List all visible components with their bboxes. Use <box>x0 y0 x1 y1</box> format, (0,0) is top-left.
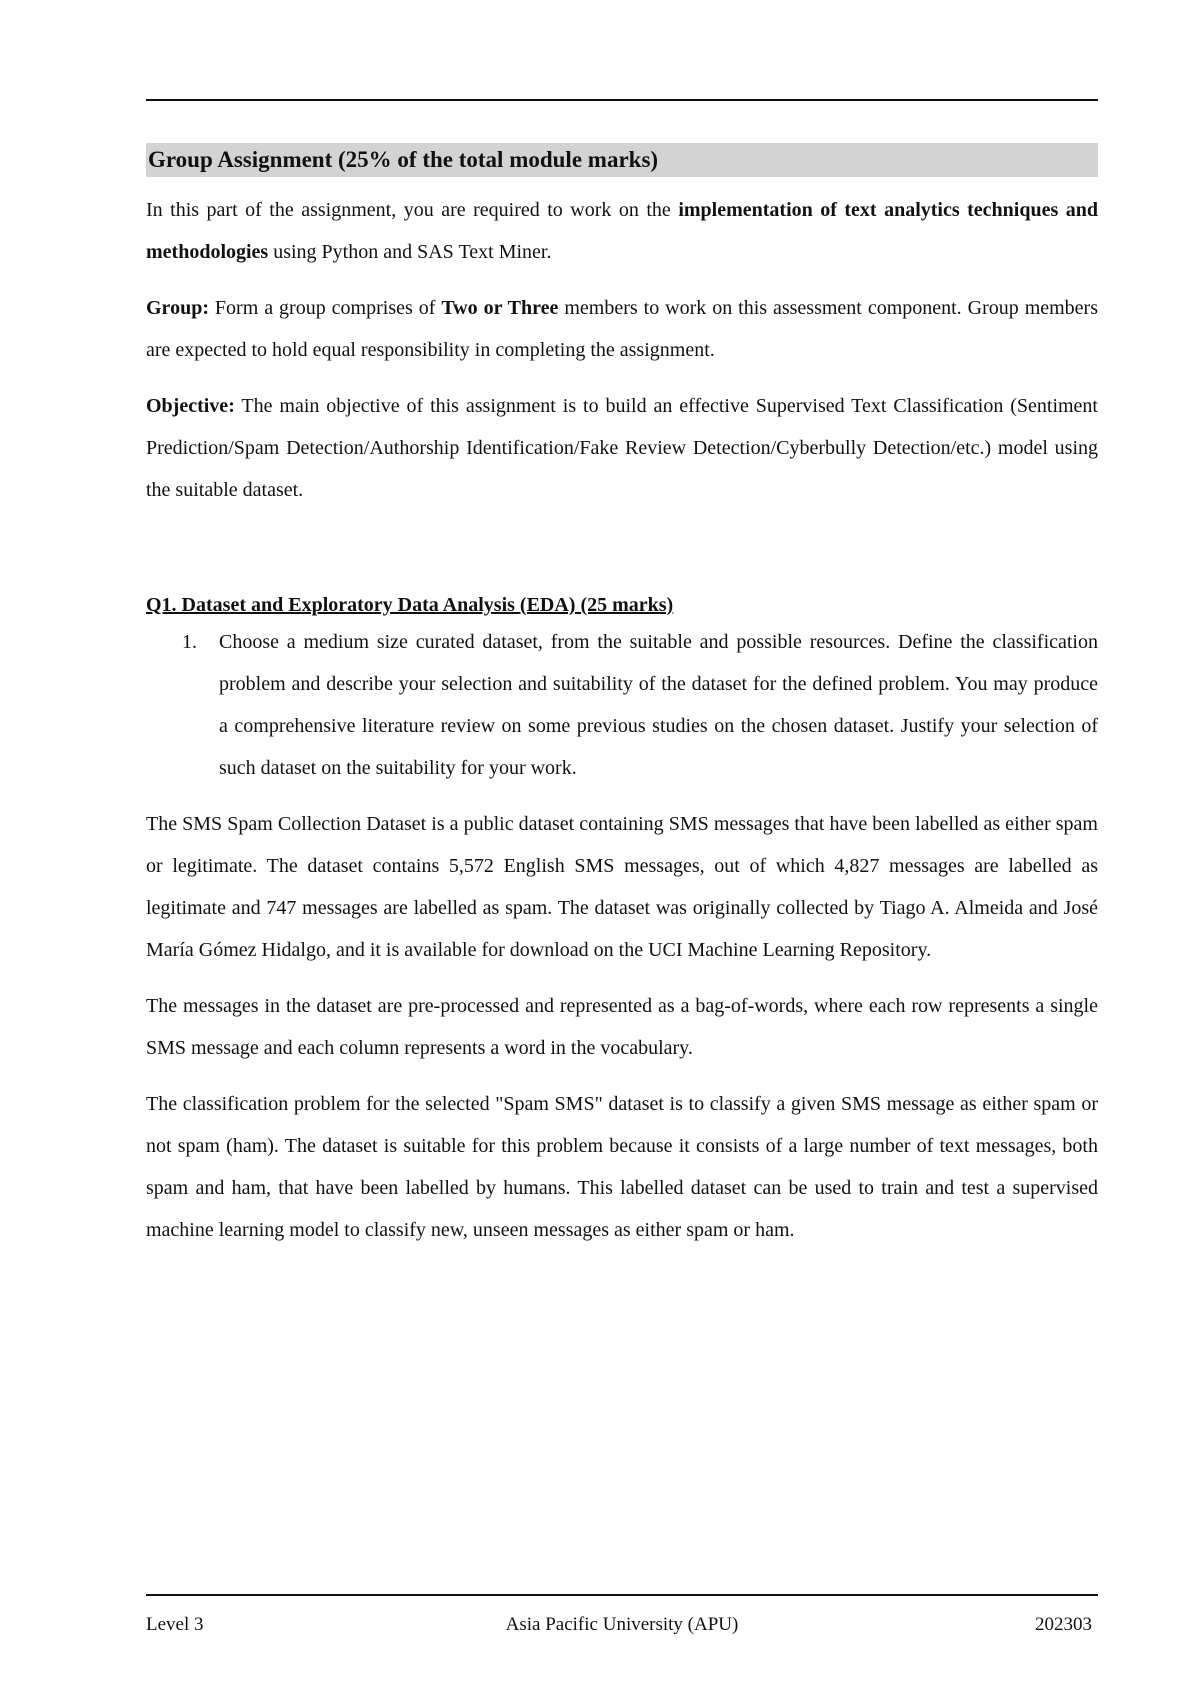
classification-problem-paragraph: The classification problem for the selected "Spam SMS" dataset is to classify a given SMS message as either spam or not spam (ham). The dataset is suitable for this problem because it consists of a large number of text messages, both spam and ham, that have been labelled by humans. This labelled dataset can be used to train and test a supervised machine learning model to classify new, unseen messages as either spam or ham. <box>146 1093 1098 1241</box>
objective-label: Objective: <box>146 395 235 417</box>
header-rule <box>146 99 1098 101</box>
list-item-number: 1. <box>182 631 197 653</box>
dataset-description-paragraph: The SMS Spam Collection Dataset is a public dataset containing SMS messages that have been labelled as either spam or legitimate. The dataset contains 5,572 English SMS messages, out of which 4,827 messages are labelled as legitimate and 747 messages are labelled as spam. The dataset was originally collected by Tiago A. Almeida and José María Gómez Hidalgo, and it is available for download on the UCI Machine Learning Repository. <box>146 813 1098 961</box>
bag-of-words-paragraph: The messages in the dataset are pre-processed and represented as a bag-of-words, where each row represents a single SMS message and each column represents a word in the vocabulary. <box>146 995 1098 1059</box>
list-item-text: Choose a medium size curated dataset, from the suitable and possible resources. Define the classification problem and describe your selection and suitability of the dataset for the defined problem. You may produce a comprehensive literature review on some previous studies on the chosen dataset. Justify your selection of such dataset on the suitability for your work. <box>219 631 1098 779</box>
page-footer <box>146 1610 1098 1640</box>
section-heading: Group Assignment (25% of the total module marks) <box>146 143 1098 177</box>
intro-emphasis: implementation of text analytics techniques and methodologies <box>146 199 1099 263</box>
document-body <box>146 143 1098 1251</box>
group-label: Group: <box>146 297 209 319</box>
footer-rule <box>146 1594 1098 1596</box>
q1-heading: Q1. Dataset and Exploratory Data Analysis (EDA) (25 marks) <box>146 594 674 616</box>
footer-code: 202303 <box>1035 1614 1092 1635</box>
intro-paragraph: In this part of the assignment, you are required to work on the implementation of text analytics techniques and methodologies using Python and SAS Text Miner. <box>146 199 1099 263</box>
footer-level: Level 3 <box>146 1614 204 1635</box>
group-paragraph: Group: Form a group comprises of Two or Three members to work on this assessment component. Group members are expected to hold equal responsibility in completing the assignment. <box>146 297 1099 361</box>
group-size-emphasis: Two or Three <box>441 297 559 319</box>
objective-paragraph: Objective: The main objective of this assignment is to build an effective Supervised Text Classification (Sentiment Prediction/Spam Detection/Authorship Identification/Fake Review Detection/Cyberbully Detection/etc.) model using the suitable dataset. <box>146 395 1098 501</box>
list-item <box>146 621 1098 789</box>
footer-institution: Asia Pacific University (APU) <box>505 1614 739 1635</box>
